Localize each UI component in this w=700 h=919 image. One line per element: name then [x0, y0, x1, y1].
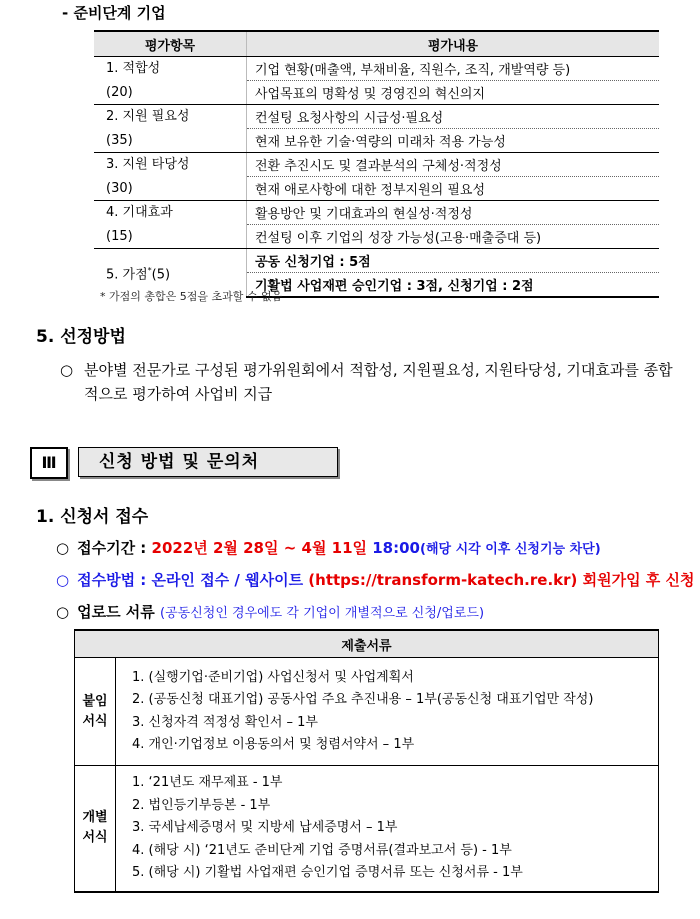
list-item: 3. 신청자격 적정성 확인서 – 1부 [132, 714, 318, 730]
method-text: 접수방법 : 온라인 접수 / 웹사이트 [77, 571, 304, 589]
section5-paragraph [60, 358, 680, 406]
method-url[interactable]: (https://transform-katech.re.kr) [308, 571, 578, 589]
bonus-label: 5. 가점 [106, 267, 148, 283]
circle-bullet-icon: ○ [56, 571, 70, 589]
bonus-asterisk: * [147, 266, 152, 276]
eval-content: 사업목표의 명확성 및 경영진의 혁신의지 [247, 81, 660, 105]
eval-header-content: 평가내용 [247, 31, 660, 57]
section5-text: 분야별 전문가로 구성된 평가위원회에서 적합성, 지원필요성, 지원타당성, 기대효과를 종합적으로 평가하여 사업비 지급 [84, 361, 673, 403]
upload-note: (공동신청인 경우에도 각 기업이 개별적으로 신청/업로드) [160, 606, 485, 621]
bonus-score: (5) [151, 267, 171, 283]
doc-list [116, 766, 659, 892]
eval-content: 활용방안 및 기대효과의 현실성·적정성 [247, 201, 660, 225]
section3-title: 신청 방법 및 문의처 [78, 447, 338, 477]
sub1-heading: 1. 신청서 접수 [36, 507, 149, 527]
period-line [56, 537, 601, 558]
doc-category [75, 766, 116, 892]
list-item: 5. (해당 시) 기활법 사업재편 승인기업 증명서류 또는 신청서류 - 1부 [132, 865, 523, 880]
documents-header: 제출서류 [75, 630, 659, 658]
eval-content: 컨설팅 요청사항의 시급성·필요성 [247, 105, 660, 129]
upload-label: 업로드 서류 [77, 603, 155, 621]
doc-category-line: 개별 [82, 810, 108, 826]
table-row [75, 766, 659, 892]
period-label: 접수기간 : [77, 539, 147, 557]
table-row [94, 201, 659, 225]
section5-heading: 5. 선정방법 [36, 327, 126, 347]
table-row [75, 658, 659, 766]
eval-content: 컨설팅 이후 기업의 성장 가능성(고용·매출증대 등) [247, 225, 660, 249]
eval-content: 현재 애로사항에 대한 정부지원의 필요성 [247, 177, 660, 201]
eval-item: 4. 기대효과 [94, 201, 247, 225]
circle-bullet-icon: ○ [60, 361, 74, 379]
eval-score: (30) [94, 177, 247, 201]
table-row [94, 57, 659, 81]
section-number-badge: Ⅲ [30, 447, 68, 479]
list-item: 4. 개인·기업정보 이용동의서 및 청렴서약서 – 1부 [132, 737, 415, 752]
circle-bullet-icon: ○ [56, 539, 70, 557]
period-time: 18:00 [372, 539, 420, 557]
method-tail: 회원가입 후 신청 [582, 571, 695, 589]
table-row [94, 249, 659, 273]
upload-line [56, 601, 484, 622]
table-row [94, 177, 659, 201]
list-item: 2. 법인등기부등본 - 1부 [132, 797, 271, 813]
eval-score: (35) [94, 129, 247, 153]
doc-category-line: 서식 [82, 713, 108, 729]
evaluation-table [94, 30, 659, 298]
eval-header-item: 평가항목 [94, 31, 247, 57]
eval-item: 2. 지원 필요성 [94, 105, 247, 129]
eval-score: (15) [94, 225, 247, 249]
eval-content: 공동 신청기업 : 5점 [247, 249, 660, 273]
list-item: 1. ‘21년도 재무제표 - 1부 [132, 775, 283, 790]
table-row [94, 105, 659, 129]
method-line [56, 569, 695, 590]
doc-list [116, 658, 659, 766]
list-item: 4. (해당 시) ‘21년도 준비단계 기업 증명서류(결과보고서 등) - 1부 [132, 842, 512, 858]
list-item: 2. (공동신청 대표기업) 공동사업 주요 추진내용 – 1부(공동신청 대표기업만 작성) [132, 692, 594, 707]
table-row [94, 81, 659, 105]
eval-content: 전환 추진시도 및 결과분석의 구체성·적정성 [247, 153, 660, 177]
documents-table [74, 629, 659, 893]
period-note: (해당 시각 이후 신청기능 차단) [420, 542, 601, 557]
table-row [94, 153, 659, 177]
list-item: 3. 국세납세증명서 및 지방세 납세증명서 – 1부 [132, 820, 398, 835]
bonus-note: * 가점의 총합은 5점을 초과할 수 없음 [100, 290, 283, 303]
table-row [94, 225, 659, 249]
circle-bullet-icon: ○ [56, 603, 70, 621]
eval-content: 현재 보유한 기술·역량의 미래차 적용 가능성 [247, 129, 660, 153]
prep-stage-heading: - 준비단계 기업 [62, 4, 166, 22]
eval-item: 1. 적합성 [94, 57, 247, 81]
doc-category-line: 서식 [82, 830, 108, 846]
eval-content: 기활법 사업재편 승인기업 : 3점, 신청기업 : 2점 [247, 273, 660, 298]
list-item: 1. (실행기업·준비기업) 사업신청서 및 사업계획서 [132, 669, 414, 685]
period-date: 2022년 2월 28일 ~ 4월 11일 [151, 539, 368, 557]
doc-category-line: 붙임 [82, 693, 108, 709]
eval-score: (20) [94, 81, 247, 105]
eval-item: 3. 지원 타당성 [94, 153, 247, 177]
table-row [94, 129, 659, 153]
doc-category [75, 658, 116, 766]
eval-content: 기업 현황(매출액, 부채비율, 직원수, 조직, 개발역량 등) [247, 57, 660, 81]
